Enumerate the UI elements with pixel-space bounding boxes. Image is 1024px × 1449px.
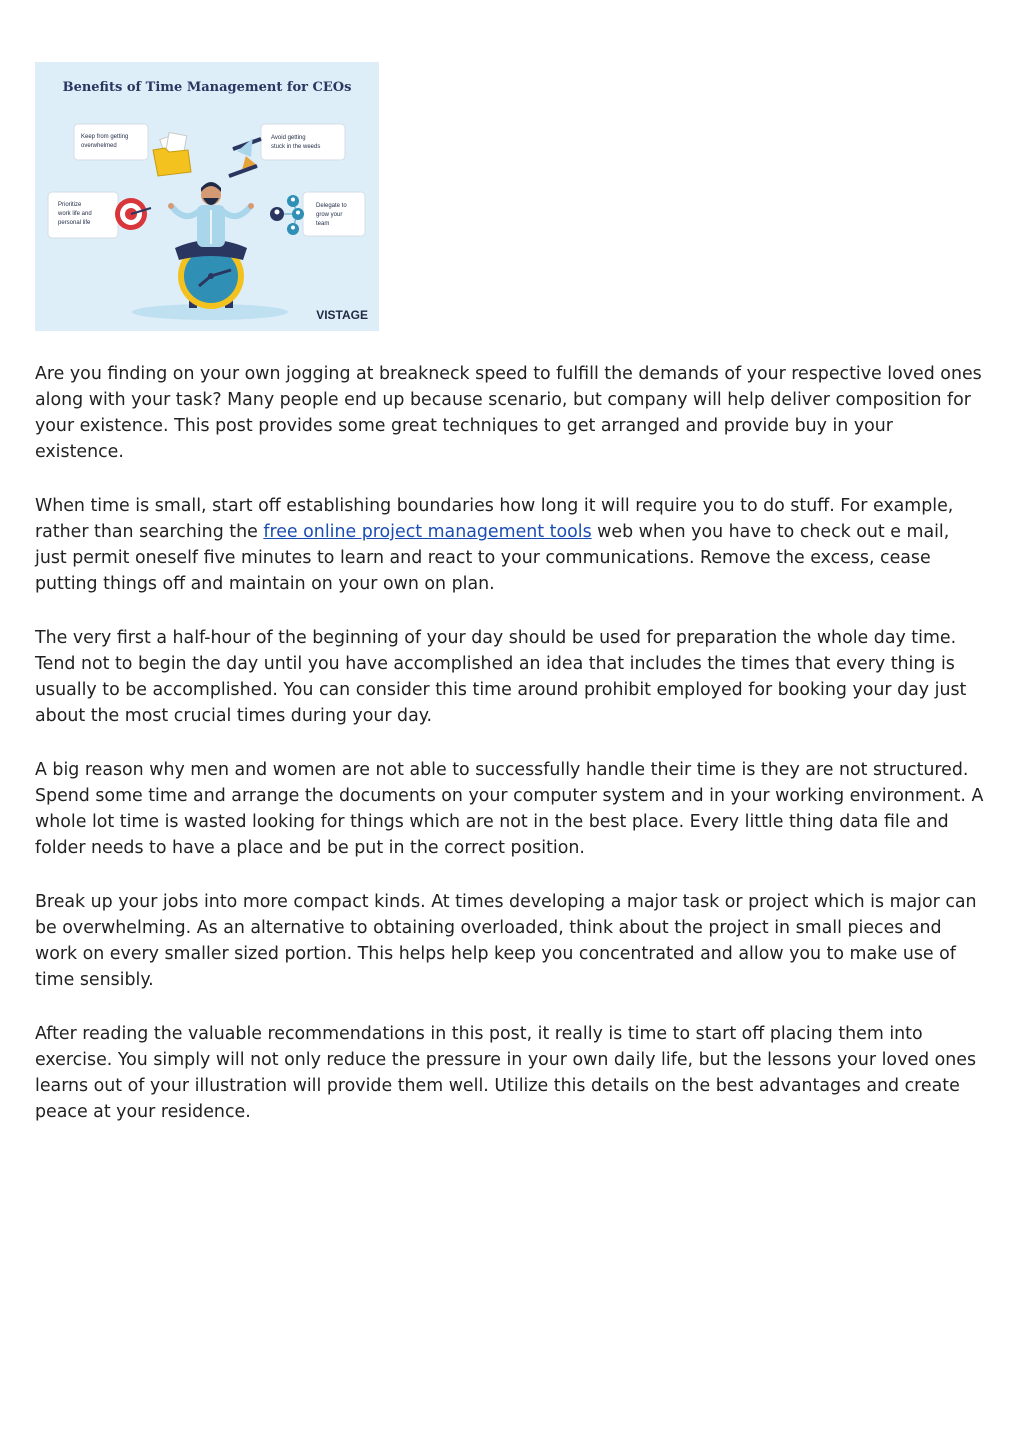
svg-text:Prioritize: Prioritize <box>58 202 82 208</box>
paragraph-2 <box>35 493 985 597</box>
vistage-logo: VISTAGE <box>316 308 368 322</box>
svg-text:Keep from getting: Keep from getting <box>81 134 129 140</box>
svg-text:overwhelmed: overwhelmed <box>81 143 117 149</box>
paragraph-5: Break up your jobs into more compact kinds. At times developing a major task or project which is major can be overwhelming. As an alternative to obtaining overloaded, think about the project in small pieces and work on every smaller sized portion. This helps help keep you concentrated and allow you to make use of time sensibly. <box>35 892 977 990</box>
svg-text:Delegate to: Delegate to <box>316 203 347 209</box>
benefit-card-delegate <box>303 192 365 236</box>
paragraph-3: The very first a half-hour of the beginning of your day should be used for preparation the whole day time. Tend not to begin the day until you have accomplished an idea that includes the times that every thing is usually to be accomplished. You can consider this time around prohibit employed for booking your day just about the most crucial times during your day. <box>35 628 967 726</box>
benefit-card-prioritize <box>48 192 118 238</box>
time-management-illustration <box>35 62 379 331</box>
svg-text:work life and: work life and <box>58 211 92 217</box>
svg-text:personal life: personal life <box>58 220 91 226</box>
paragraph-4: A big reason why men and women are not able to successfully handle their time is they are not structured. Spend some time and arrange the documents on your computer system and in your working environment. A whole lot time is wasted looking for things which are not in the best place. Every little thing data file and folder needs to have a place and be put in the correct position. <box>35 760 984 858</box>
paragraph-2-text-before: When time is small, start off establishing boundaries how long it will require you to do stuff. For example, rather than searching the <box>35 496 954 542</box>
benefit-card-overwhelmed <box>74 124 148 160</box>
svg-text:grow your: grow your <box>316 212 343 218</box>
svg-text:team: team <box>316 221 330 227</box>
article-body <box>35 361 985 1153</box>
paragraph-1: Are you finding on your own jogging at breakneck speed to fulfill the demands of your respective loved ones along with your task? Many people end up because scenario, but company will help deliver composition for your existence. This post provides some great techniques to get arranged and provide buy in your existence. <box>35 364 982 462</box>
svg-text:Avoid getting: Avoid getting <box>271 135 306 141</box>
illustration-title: Benefits of Time Management for CEOs <box>62 80 352 95</box>
benefit-card-weeds <box>261 124 345 160</box>
svg-text:stuck in the weeds: stuck in the weeds <box>271 144 321 150</box>
paragraph-6: After reading the valuable recommendations in this post, it really is time to start off placing them into exercise. You simply will not only reduce the pressure in your own daily life, but the lessons your loved ones learns out of your illustration will provide them well. Utilize this details on the best advantages and create peace at your residence. <box>35 1024 977 1122</box>
project-management-tools-link[interactable]: free online project management tools <box>263 522 592 542</box>
paragraph-2-text-after: web when you have to check out e mail, just permit oneself five minutes to learn and react to your communications. Remove the excess, cease putting things off and maintain on your own on plan. <box>35 522 950 594</box>
